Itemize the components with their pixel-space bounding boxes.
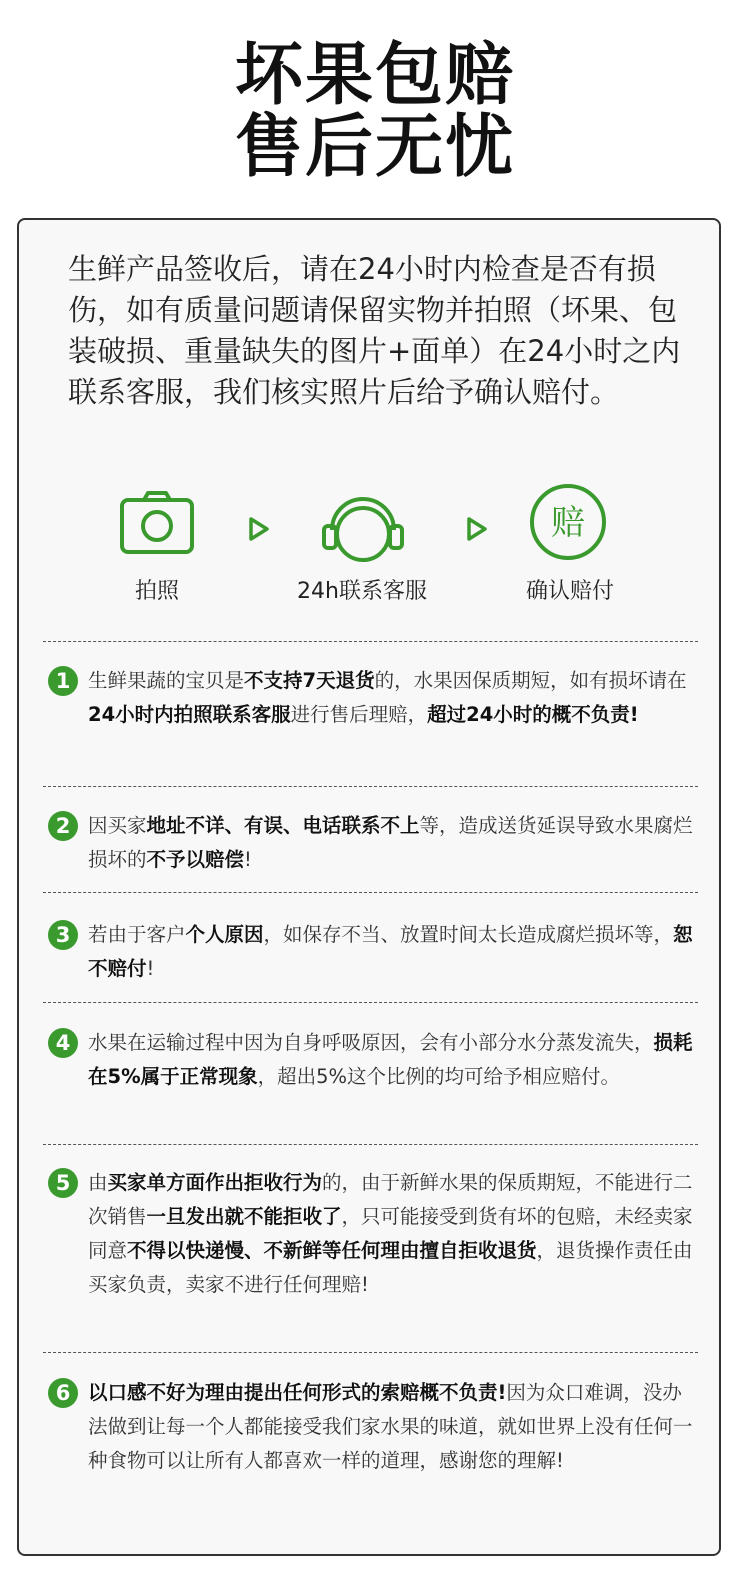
item-text-segment: 若由于客户 [88, 923, 186, 946]
item-text-segment: ，超出5%这个比例的均可给予相应赔付。 [257, 1065, 621, 1088]
camera-icon [118, 490, 196, 560]
process-steps [0, 480, 750, 610]
item-text-segment: ，如保存不当、放置时间太长造成腐烂损坏等， [263, 923, 674, 946]
intro-paragraph: 生鲜产品签收后，请在24小时内检查是否有损伤，如有质量问题请保留实物并拍照（坏果、包装破损、重量缺失的图片+面单）在24小时之内联系客服，我们核实照片后给予确认赔付。 [68, 252, 681, 409]
item-text-emphasis: 24小时内拍照联系客服 [88, 703, 291, 726]
item-text-segment: 等，造成送货延误导致水果腐烂损坏的 [88, 814, 693, 871]
item-text-emphasis: 恕不赔付 [88, 923, 693, 980]
item-text-segment: 因为众口难调，没办法做到让每一个人都能接受我们家水果的味道，就如世界上没有任何一种食物可以让所有人都喜欢一样的道理，感谢您的理解! [88, 1381, 693, 1472]
item-number-badge: 4 [48, 1028, 78, 1058]
item-text-emphasis: 超过24小时的概不负责! [427, 703, 639, 726]
item-text-emphasis: 以口感不好为理由提出任何形式的索赔概不负责! [88, 1381, 507, 1404]
divider [43, 1352, 698, 1353]
item-text-segment: 因买家 [88, 814, 147, 837]
item-number-badge: 6 [48, 1378, 78, 1408]
step-label-contact: 24h联系客服 [297, 579, 427, 604]
item-number-badge: 5 [48, 1168, 78, 1198]
arrow-right-icon [465, 516, 489, 546]
item-text-emphasis: 不予以赔偿 [146, 848, 245, 871]
divider [43, 1144, 698, 1145]
item-text-emphasis: 一旦发出就不能拒收了 [146, 1205, 342, 1228]
item-text-segment: 水果在运输过程中因为自身呼吸原因，会有小部分水分蒸发流失， [88, 1031, 654, 1054]
compensation-badge-icon [528, 482, 608, 566]
item-number-badge: 2 [48, 811, 78, 841]
item-text-segment: 由 [88, 1171, 108, 1194]
item-text-emphasis: 不得以快递慢、不新鲜等任何理由擅自拒收退货 [127, 1239, 537, 1262]
item-text-emphasis: 地址不详、有误、电话联系不上 [146, 814, 420, 837]
item-text [88, 1166, 698, 1302]
item-text [88, 664, 698, 732]
item-text-segment: 进行售后理赔， [290, 703, 428, 726]
item-text [88, 809, 698, 877]
item-text-segment: 的，由于新鲜水果的保质期短，不能进行二次销售 [88, 1171, 693, 1228]
item-number-badge: 3 [48, 920, 78, 950]
item-text-segment: ，只可能接受到货有坏的包赔，未经卖家同意 [88, 1205, 693, 1262]
item-text-segment: 生鲜果蔬的宝贝是 [88, 669, 245, 692]
item-text [88, 1026, 698, 1094]
item-text [88, 1376, 698, 1478]
item-text-emphasis: 不支持7天退货 [244, 669, 375, 692]
item-number-badge: 1 [48, 666, 78, 696]
page-title-line2: 售后无忧 [234, 108, 515, 187]
divider [43, 641, 698, 642]
divider [43, 892, 698, 893]
svg-text:赔: 赔 [551, 503, 585, 543]
page-title-line1: 坏果包赔 [234, 36, 515, 115]
item-text-segment: ! [244, 848, 252, 871]
item-text-emphasis: 买家单方面作出拒收行为 [107, 1171, 323, 1194]
headset-icon [318, 486, 408, 572]
item-text-emphasis: 个人原因 [185, 923, 264, 946]
item-text [88, 918, 698, 986]
arrow-right-icon [247, 516, 271, 546]
step-label-photo: 拍照 [134, 579, 179, 604]
item-text-segment: ! [146, 957, 155, 980]
item-text-emphasis: 损耗在5%属于正常现象 [88, 1031, 693, 1088]
item-text-segment: ，退货操作责任由买家负责，卖家不进行任何理赔! [88, 1239, 693, 1296]
divider [43, 786, 698, 787]
divider [43, 1002, 698, 1003]
policy-card [17, 218, 721, 1556]
item-text-segment: 的，水果因保质期短，如有损坏请在 [374, 669, 687, 692]
step-label-confirm: 确认赔付 [525, 579, 614, 604]
